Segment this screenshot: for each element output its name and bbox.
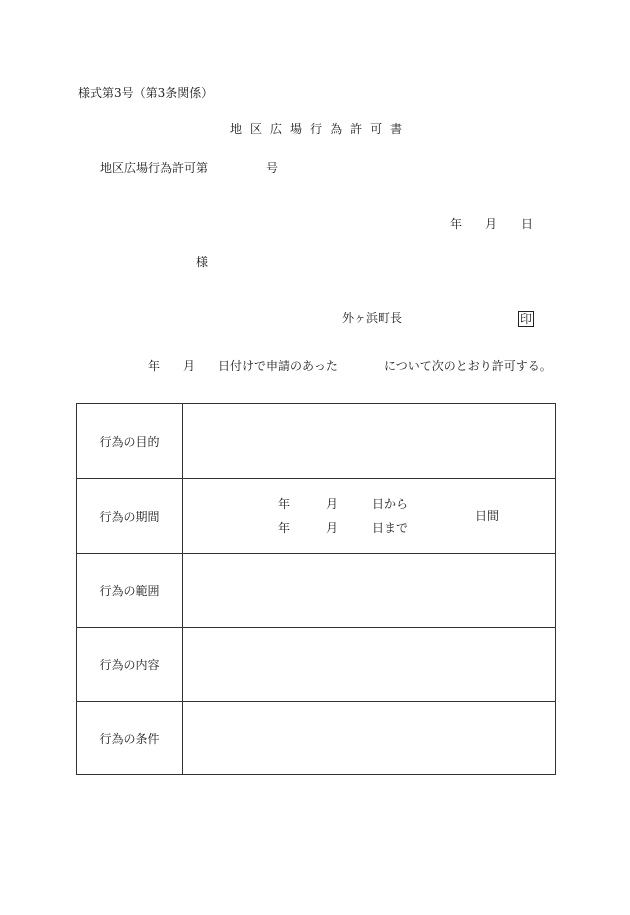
title-char: 書 (390, 122, 403, 136)
period-value (183, 479, 555, 553)
statement-year: 年 (148, 359, 161, 373)
permit-number-suffix: 号 (266, 161, 279, 175)
period-to-day: 日まで (372, 521, 409, 535)
seal-mark (518, 311, 534, 327)
table-row (77, 478, 555, 553)
table-row (77, 404, 555, 478)
title-char: 場 (290, 122, 303, 136)
period-from-day: 日から (372, 497, 409, 511)
period-to-month: 月 (326, 521, 339, 535)
table-row (77, 553, 555, 627)
statement-day-text: 日付けで申請のあった (218, 359, 338, 373)
period-from-year: 年 (278, 497, 291, 511)
title-char: 区 (250, 122, 263, 136)
statement-tail: について次のとおり許可する。 (384, 359, 552, 373)
row-label: 行為の期間 (77, 479, 183, 553)
scope-value (183, 554, 555, 627)
issuer-name: 外ヶ浜町長 (342, 311, 403, 325)
form-number: 様式第3号（第3条関係） (78, 86, 214, 100)
date-year: 年 (450, 217, 463, 231)
permit-number-label: 地区広場行為許可第 (100, 161, 209, 175)
title-char: 可 (370, 122, 383, 136)
seal-icon: 印 (520, 312, 533, 326)
period-days: 日間 (475, 509, 500, 523)
recipient-suffix: 様 (196, 255, 209, 269)
table-row (77, 701, 555, 774)
period-to-year: 年 (278, 521, 291, 535)
document-title (226, 123, 406, 135)
statement-month: 月 (183, 359, 196, 373)
purpose-value (183, 404, 555, 478)
title-char: 行 (310, 122, 323, 136)
row-label: 行為の条件 (77, 702, 183, 774)
title-char: 地 (230, 122, 243, 136)
title-char: 為 (330, 122, 343, 136)
row-label: 行為の範囲 (77, 554, 183, 627)
date-day: 日 (521, 217, 534, 231)
period-from-month: 月 (326, 497, 339, 511)
row-label: 行為の目的 (77, 404, 183, 478)
table-row (77, 627, 555, 701)
conditions-value (183, 702, 555, 774)
content-value (183, 628, 555, 701)
title-char: 許 (350, 122, 363, 136)
date-month: 月 (485, 217, 498, 231)
title-char: 広 (270, 122, 283, 136)
row-label: 行為の内容 (77, 628, 183, 701)
permit-details-table (76, 403, 556, 775)
